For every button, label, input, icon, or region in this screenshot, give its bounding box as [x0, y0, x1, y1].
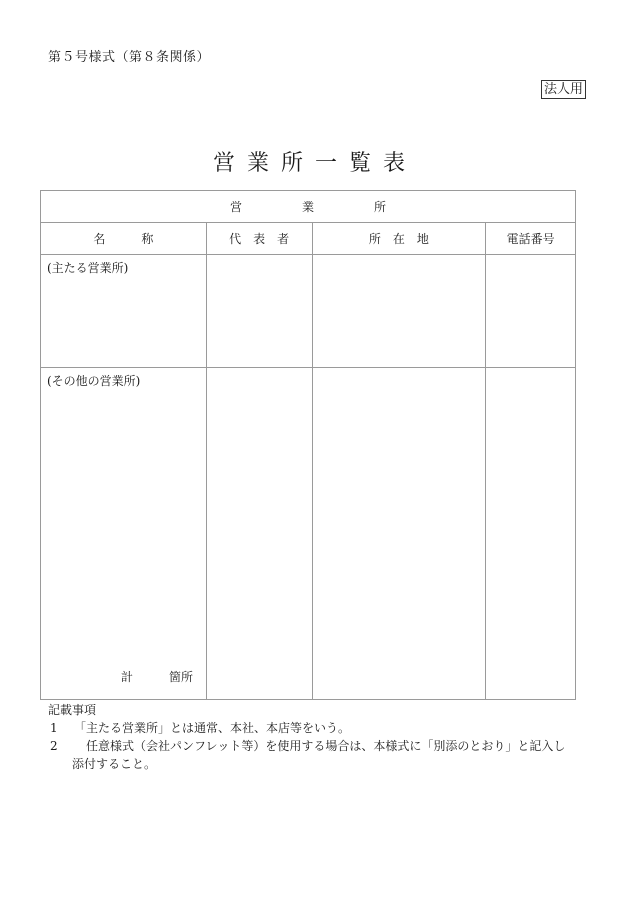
notes-heading: 記載事項 [48, 703, 97, 717]
note-item-2 [48, 737, 565, 755]
other-offices-representative-cell[interactable] [206, 368, 312, 700]
office-list-table [40, 190, 576, 700]
col-header-name: 名 称 [41, 223, 207, 255]
other-offices-address-cell[interactable] [312, 368, 486, 700]
col-header-representative: 代 表 者 [206, 223, 312, 255]
col-header-phone: 電話番号 [486, 223, 576, 255]
table-header-row [41, 223, 576, 255]
main-office-phone-cell[interactable] [486, 255, 576, 368]
table-row-other-offices [41, 368, 576, 700]
note-text: 「主たる営業所」とは通常、本社、本店等をいう。 [74, 721, 351, 735]
table-row-main-office [41, 255, 576, 368]
table-caption-row [41, 191, 576, 223]
document-title: 営業所一覧表 [212, 151, 417, 176]
col-header-address: 所 在 地 [312, 223, 486, 255]
main-office-label: (主たる営業所) [47, 261, 129, 275]
other-offices-phone-cell[interactable] [486, 368, 576, 700]
note-text: 任意様式（会社パンフレット等）を使用する場合は、本様式に「別添のとおり」と記入し [74, 739, 566, 753]
other-offices-name-cell[interactable] [41, 368, 207, 700]
main-office-representative-cell[interactable] [206, 255, 312, 368]
note-text: 添付すること。 [72, 757, 157, 771]
total-count-label: 計 箇所 [121, 670, 194, 684]
note-item-2-continued [48, 755, 565, 773]
note-number: 1 [50, 721, 58, 735]
note-item-1 [48, 719, 565, 737]
other-offices-label: (その他の営業所) [47, 374, 141, 388]
main-office-address-cell[interactable] [312, 255, 486, 368]
note-number: 2 [50, 739, 58, 753]
notes-section [48, 701, 565, 773]
table-caption: 営 業 所 [41, 191, 576, 223]
form-number: 第５号様式（第８条関係） [48, 50, 211, 65]
main-office-name-cell[interactable] [41, 255, 207, 368]
corporate-label-box: 法人用 [541, 80, 586, 99]
